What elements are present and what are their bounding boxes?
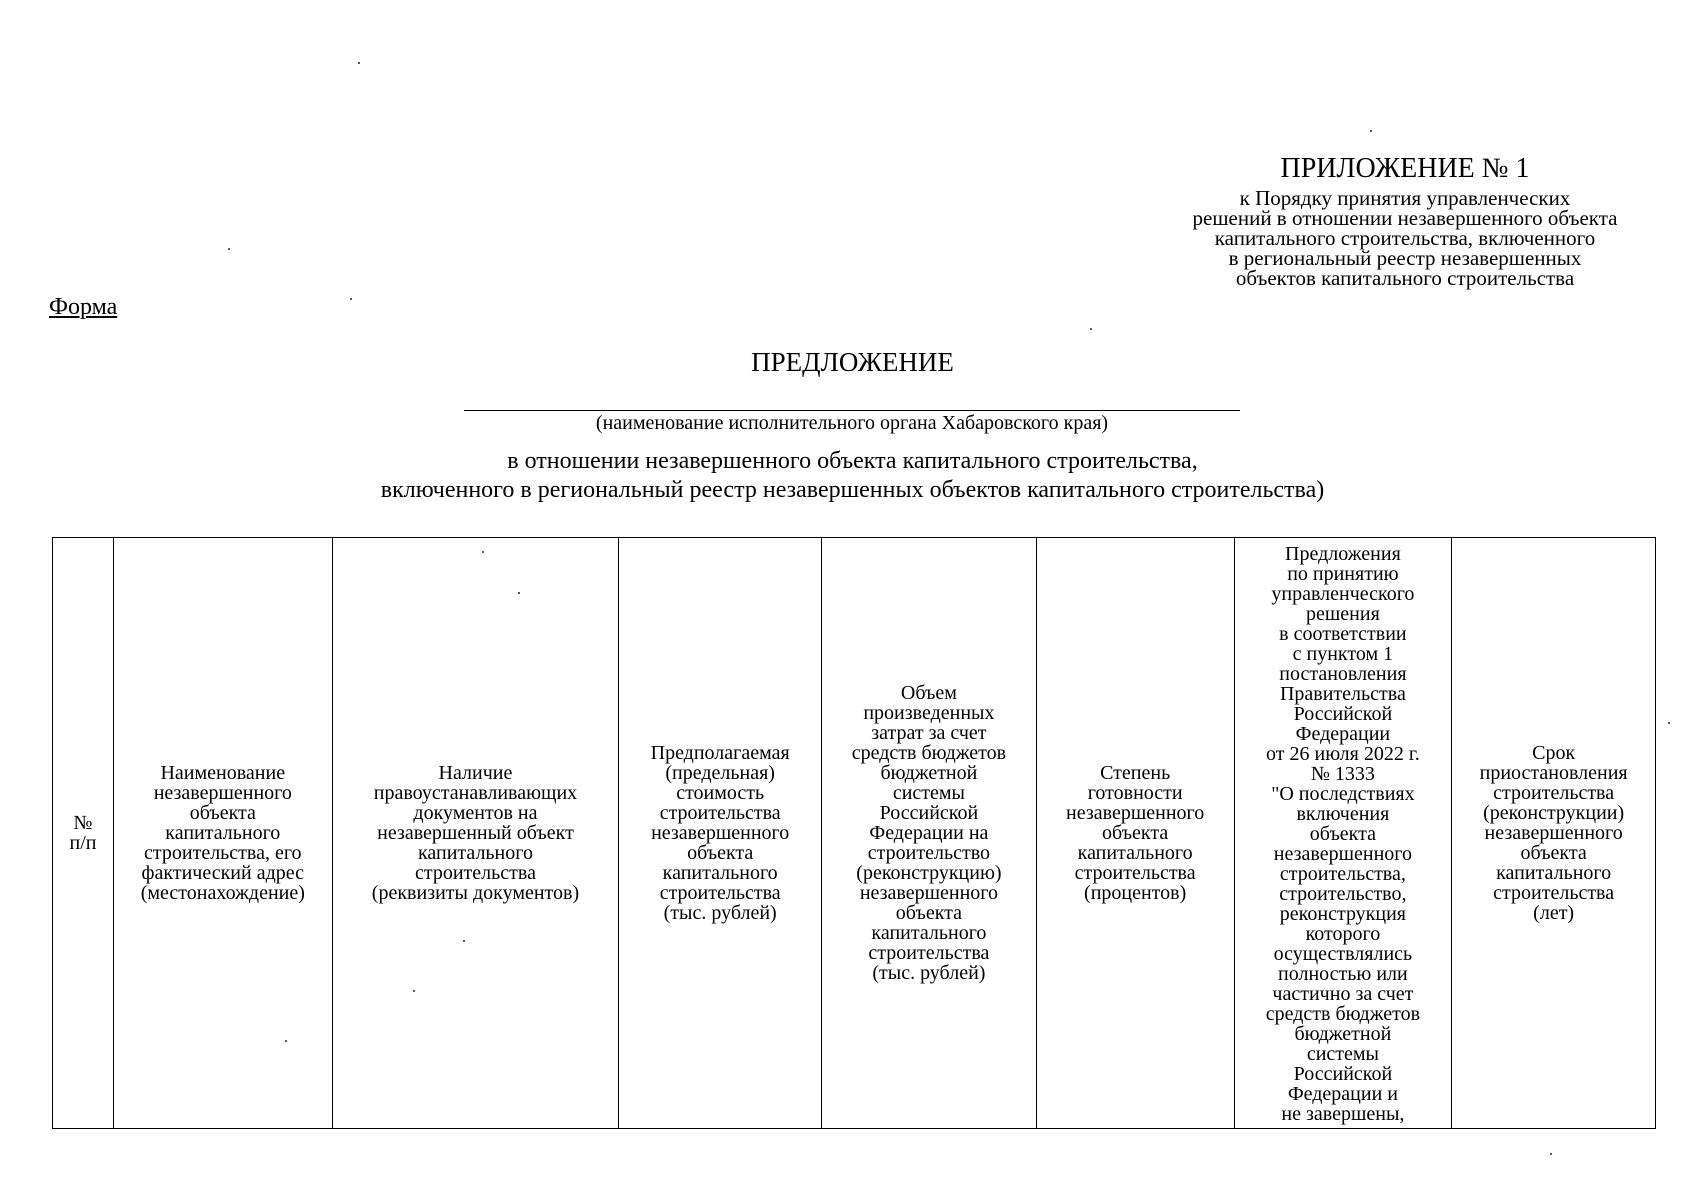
header-cell-object-name: Наименование незавершенного объекта капитального строительства, его фактический адрес (местонахождение)	[114, 538, 333, 1128]
scan-speck	[1550, 1153, 1552, 1155]
header-cell-estimated-cost: Предполагаемая (предельная) стоимость строительства незавершенного объекта капитального строительства (тыс. рублей)	[619, 538, 822, 1128]
scan-speck	[413, 990, 415, 992]
appendix-line: в региональный реестр незавершенных	[1228, 246, 1582, 270]
appendix-title: ПРИЛОЖЕНИЕ № 1	[1280, 153, 1530, 184]
scan-speck	[463, 940, 465, 942]
scan-speck	[1090, 328, 1092, 330]
header-cell-suspension-period: Срок приостановления строительства (реконструкции) незавершенного объекта капитального строительства (лет)	[1479, 742, 1628, 924]
organ-name-caption: (наименование исполнительного органа Хабаровского края)	[595, 412, 1109, 434]
header-cell-title-documents: Наличие правоустанавливающих документов на незавершенный объект капитального строительства (реквизиты документов)	[333, 538, 620, 1128]
appendix-line: к Порядку принятия управленческих	[1239, 186, 1571, 210]
header-cell-number: № п/п	[53, 538, 114, 1128]
organ-name-underline	[464, 410, 1240, 411]
scan-speck	[1668, 722, 1670, 724]
header-cell-readiness: Степень готовности незавершенного объекта капитального строительства (процентов)	[1037, 538, 1235, 1128]
scan-speck	[350, 298, 352, 300]
appendix-line: решений в отношении незавершенного объекта	[1192, 206, 1618, 230]
proposal-table	[52, 537, 1656, 1129]
document-title: ПРЕДЛОЖЕНИЕ	[751, 347, 954, 377]
scan-speck	[228, 248, 230, 250]
appendix-line: объектов капитального строительства	[1235, 266, 1575, 290]
subtitle-line-2: включенного в региональный реестр незавершенных объектов капитального строительства)	[380, 477, 1325, 503]
scan-speck	[358, 62, 360, 64]
scan-speck	[482, 551, 484, 553]
appendix-line: капитального строительства, включенного	[1214, 226, 1596, 250]
scan-speck	[1370, 130, 1372, 132]
scan-speck	[285, 1040, 287, 1042]
header-cell-management-proposals: Предложения по принятию управленческого решения в соответствии с пунктом 1 постановления Правительства Российской Федерации от 26 июля 2022 г. № 1333 "О последствиях включения объекта незавершенного строительства, строительство, реконструкция которого осуществлялись полностью или частично за счет средств бюджетов бюджетной системы Российской Федерации и не завершены,	[1235, 538, 1453, 1128]
document-subtitle	[0, 447, 1705, 505]
header-cell-costs-incurred: Объем произведенных затрат за счет средств бюджетов бюджетной системы Российской Федерации на строительство (реконструкцию) незавершенного объекта капитального строительства (тыс. рублей)	[822, 538, 1037, 1128]
form-label: Форма	[49, 294, 118, 320]
appendix-block	[1150, 154, 1660, 288]
subtitle-line-1: в отношении незавершенного объекта капитального строительства,	[507, 448, 1198, 474]
scan-speck	[518, 592, 520, 594]
